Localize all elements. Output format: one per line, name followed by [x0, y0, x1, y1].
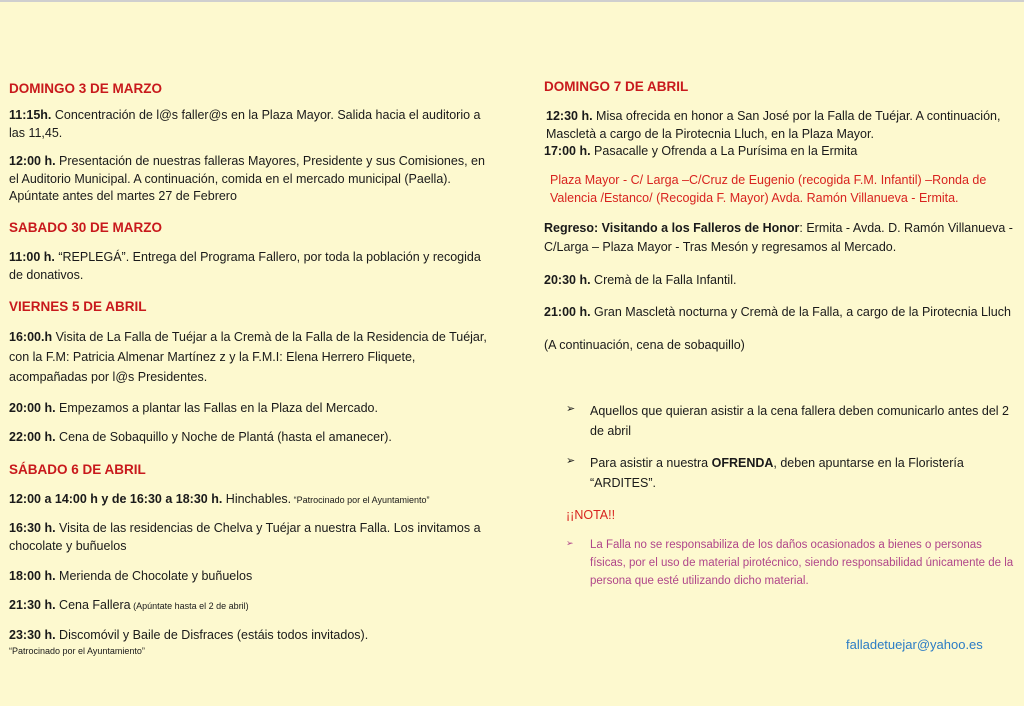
- event-item: 17:00 h. Pasacalle y Ofrenda a La Purísima en la Ermita: [544, 144, 858, 158]
- heading-domingo-3-marzo: DOMINGO 3 DE MARZO: [9, 81, 163, 96]
- event-item: 20:30 h. Cremà de la Falla Infantil.: [544, 273, 737, 287]
- heading-viernes-5-abril: VIERNES 5 DE ABRIL: [9, 299, 147, 314]
- heading-domingo-7-abril: DOMINGO 7 DE ABRIL: [544, 79, 689, 94]
- event-item: (A continuación, cena de sobaquillo): [544, 338, 745, 352]
- bullet-item: ➢ La Falla no se responsabiliza de los daños ocasionados a bienes o personas físicas, por el uso de material pirotécnico, siendo responsabilidad únicamente de la persona que esté utilizando dicho material.: [566, 538, 1014, 587]
- email-address[interactable]: falladetuejar@yahoo.es: [846, 637, 983, 652]
- heading-sabado-6-abril: SÁBADO 6 DE ABRIL: [9, 462, 146, 477]
- event-item: 11:15h. Concentración de l@s faller@s en la Plaza Mayor. Salida hacia el auditorio a las 11,45.: [9, 108, 481, 140]
- arrow-bullet-icon: ➢: [566, 538, 574, 548]
- event-item: 11:00 h. “REPLEGÁ”. Entrega del Programa Fallero, por toda la población y recogida de donativos.: [9, 250, 481, 282]
- event-item: 20:00 h. Empezamos a plantar las Fallas en la Plaza del Mercado.: [9, 401, 378, 415]
- event-item: 22:00 h. Cena de Sobaquillo y Noche de Plantá (hasta el amanecer).: [9, 430, 392, 444]
- event-item: 18:00 h. Merienda de Chocolate y buñuelos: [9, 569, 253, 583]
- event-item: 16:30 h. Visita de las residencias de Chelva y Tuéjar a nuestra Falla. Los invitamos a chocolate y buñuelos: [9, 521, 481, 553]
- sponsor-note: “Patrocinado por el Ayuntamiento”: [9, 646, 145, 656]
- event-item: 16:00.h Visita de La Falla de Tuéjar a la Cremà de la Falla de la Residencia de Tuéjar, con la F.M: Patricia Almenar Martínez z y la F.M.I: Elena Herrero Fliquete, acompañadas por l@s Presidentes.: [9, 330, 487, 384]
- event-item: 21:30 h. Cena Fallera (Apúntate hasta el 2 de abril): [9, 598, 249, 612]
- event-item: 12:30 h. Misa ofrecida en honor a San José por la Falla de Tuéjar. A continuación, Mascletà a cargo de la Pirotecnia Lluch, en la Plaza Mayor.: [546, 109, 1001, 141]
- arrow-bullet-icon: ➢: [566, 455, 576, 467]
- event-item: 12:00 a 14:00 h y de 16:30 a 18:30 h. Hinchables. “Patrocinado por el Ayuntamiento”: [9, 492, 430, 506]
- event-item: 12:00 h. Presentación de nuestras falleras Mayores, Presidente y sus Comisiones, en el Auditorio Municipal. A continuación, comida en el mercado municipal (Paella). Apúntate antes del martes 27 de Febrero: [9, 154, 485, 203]
- nota-heading: ¡¡NOTA!!: [566, 508, 616, 522]
- event-item: 21:00 h. Gran Mascletà nocturna y Cremà de la Falla, a cargo de la Pirotecnia Lluch: [544, 305, 1011, 319]
- heading-sabado-30-marzo: SABADO 30 DE MARZO: [9, 220, 163, 235]
- bullet-item: ➢ Para asistir a nuestra OFRENDA, deben apuntarse en la Floristería “ARDITES”.: [566, 455, 964, 490]
- top-border: [0, 0, 1024, 2]
- event-item: 23:30 h. Discomóvil y Baile de Disfraces (estáis todos invitados).: [9, 628, 369, 642]
- procession-route: Plaza Mayor - C/ Larga –C/Cruz de Eugenio (recogida F.M. Infantil) –Ronda de Valencia /Estanco/ (Recogida F. Mayor) Avda. Ramón Villanueva - Ermita.: [550, 173, 987, 205]
- return-route: Regreso: Visitando a los Falleros de Honor: Ermita - Avda. D. Ramón Villanueva - C/Larga – Plaza Mayor - Tras Mesón y regresamos al Mercado.: [544, 221, 1013, 255]
- bullet-item: ➢ Aquellos que quieran asistir a la cena fallera deben comunicarlo antes del 2 de abril: [566, 403, 1010, 438]
- arrow-bullet-icon: ➢: [566, 403, 576, 415]
